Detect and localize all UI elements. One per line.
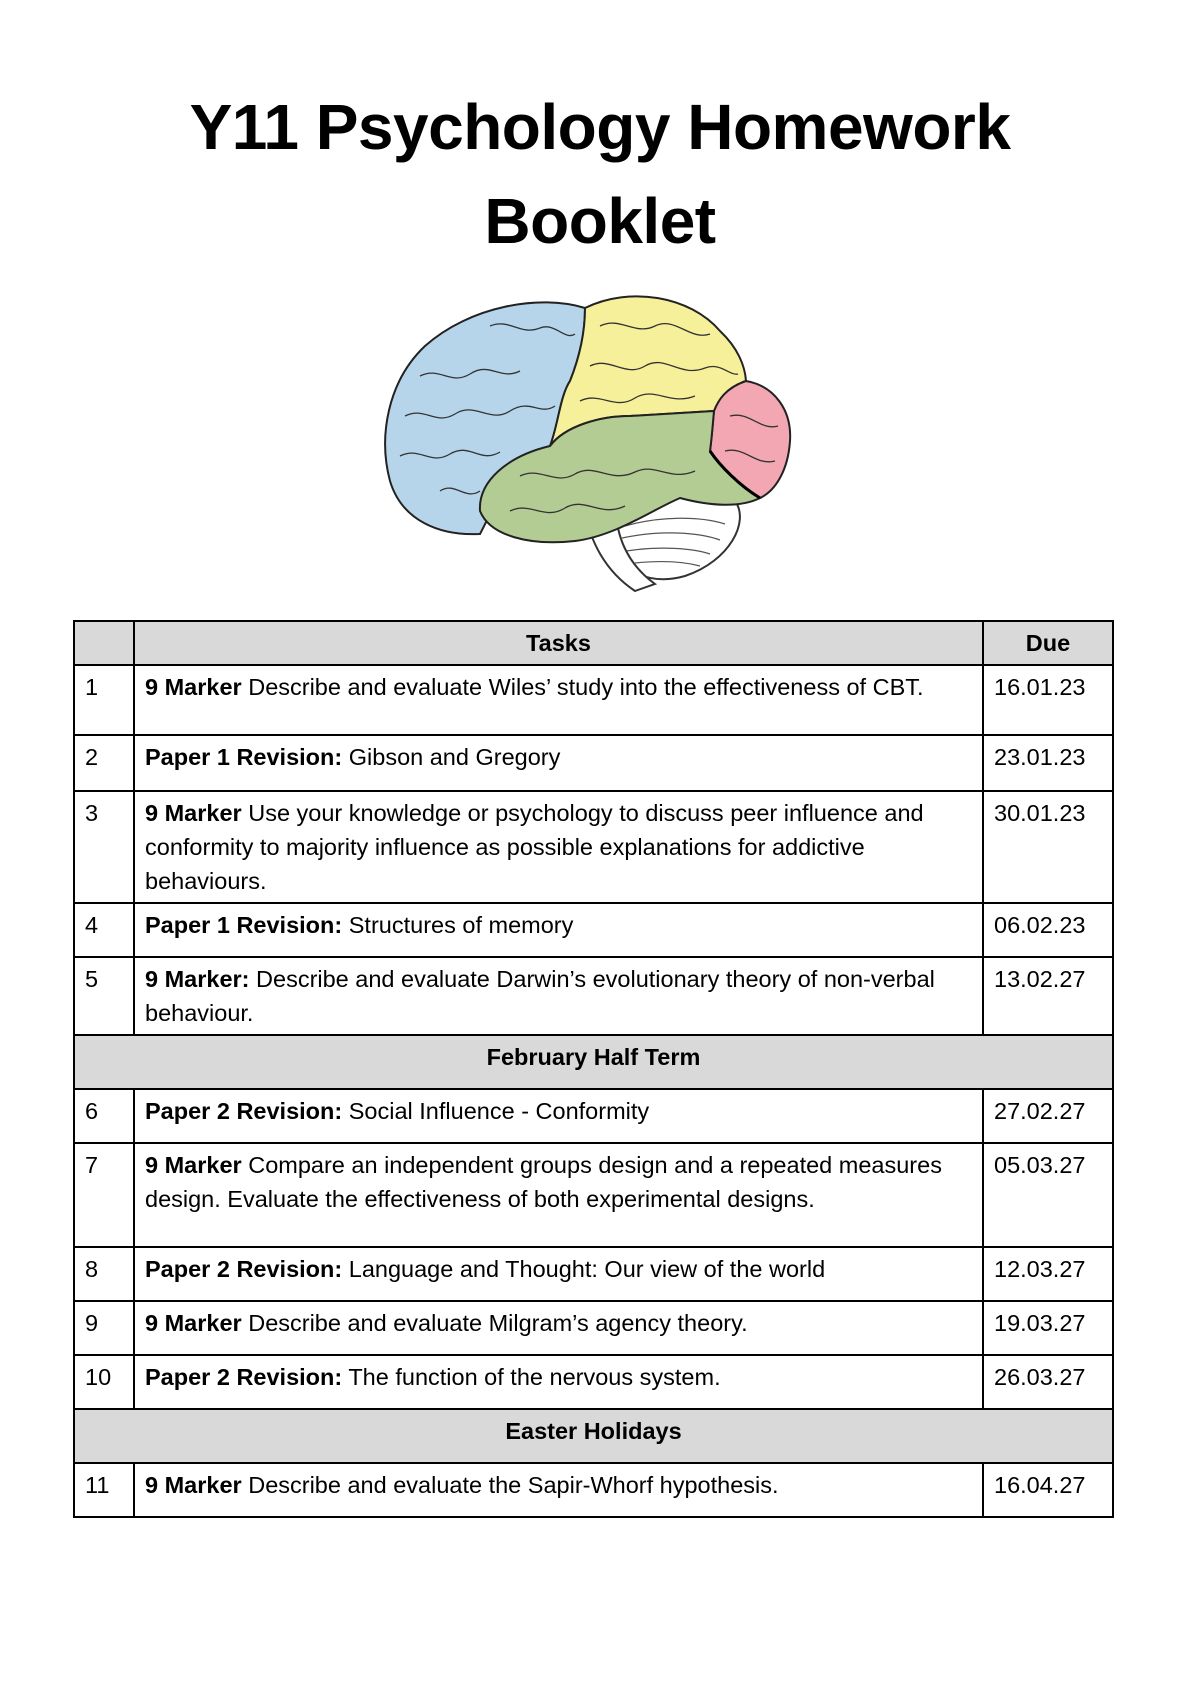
table-row: [74, 1247, 1113, 1301]
row-number: 6: [74, 1089, 134, 1143]
task-text: Describe and evaluate the Sapir-Whorf hypothesis.: [241, 1472, 779, 1498]
title-line-1: Y11 Psychology Homework: [189, 91, 1011, 163]
task-text: Describe and evaluate Milgram’s agency theory.: [241, 1310, 748, 1336]
row-due: 27.02.27: [983, 1089, 1113, 1143]
break-label: Easter Holidays: [74, 1409, 1113, 1463]
row-number: 5: [74, 957, 134, 1035]
task-label: Paper 2 Revision:: [145, 1098, 343, 1124]
row-task: [134, 1089, 983, 1143]
task-label: 9 Marker: [145, 674, 242, 700]
task-label: 9 Marker: [145, 1310, 242, 1336]
row-number: 8: [74, 1247, 134, 1301]
homework-table: [73, 620, 1114, 1518]
task-label: Paper 2 Revision:: [145, 1256, 343, 1282]
table-row: [74, 665, 1113, 735]
page-title: [0, 80, 1200, 268]
header-num: [74, 621, 134, 665]
task-text: Gibson and Gregory: [342, 744, 561, 770]
row-task: [134, 735, 983, 791]
task-label: 9 Marker:: [145, 966, 250, 992]
task-text: Describe and evaluate Darwin’s evolutionary theory of non-verbal behaviour.: [145, 966, 935, 1026]
row-task: [134, 665, 983, 735]
row-due: 13.02.27: [983, 957, 1113, 1035]
task-text: Structures of memory: [342, 912, 574, 938]
task-label: 9 Marker: [145, 1152, 242, 1178]
row-due: 16.01.23: [983, 665, 1113, 735]
table-row: [74, 1463, 1113, 1517]
task-label: Paper 1 Revision:: [145, 744, 343, 770]
row-task: [134, 1247, 983, 1301]
table-row: [74, 903, 1113, 957]
row-number: 11: [74, 1463, 134, 1517]
break-row-february: [74, 1035, 1113, 1089]
task-text: Social Influence - Conformity: [342, 1098, 650, 1124]
table-header-row: [74, 621, 1113, 665]
table-row: [74, 791, 1113, 903]
title-line-2: Booklet: [484, 185, 716, 257]
row-due: 23.01.23: [983, 735, 1113, 791]
row-due: 06.02.23: [983, 903, 1113, 957]
table-row: [74, 735, 1113, 791]
task-text: The function of the nervous system.: [342, 1364, 721, 1390]
row-number: 9: [74, 1301, 134, 1355]
row-due: 16.04.27: [983, 1463, 1113, 1517]
break-label: February Half Term: [74, 1035, 1113, 1089]
row-due: 05.03.27: [983, 1143, 1113, 1247]
task-label: 9 Marker: [145, 800, 242, 826]
row-task: [134, 1463, 983, 1517]
row-task: [134, 903, 983, 957]
row-due: 12.03.27: [983, 1247, 1113, 1301]
row-number: 4: [74, 903, 134, 957]
table-row: [74, 1143, 1113, 1247]
row-task: [134, 1143, 983, 1247]
table-row: [74, 1301, 1113, 1355]
task-text: Compare an independent groups design and a repeated measures design. Evaluate the effectiveness of both experimental designs.: [145, 1152, 942, 1212]
row-task: [134, 791, 983, 903]
row-number: 10: [74, 1355, 134, 1409]
header-tasks: Tasks: [134, 621, 983, 665]
table-row: [74, 957, 1113, 1035]
break-row-easter: [74, 1409, 1113, 1463]
table-row: [74, 1355, 1113, 1409]
task-label: Paper 1 Revision:: [145, 912, 343, 938]
row-number: 3: [74, 791, 134, 903]
header-due: Due: [983, 621, 1113, 665]
row-task: [134, 957, 983, 1035]
task-label: 9 Marker: [145, 1472, 242, 1498]
row-task: [134, 1355, 983, 1409]
row-due: 19.03.27: [983, 1301, 1113, 1355]
task-label: Paper 2 Revision:: [145, 1364, 343, 1390]
task-text: Describe and evaluate Wiles’ study into the effectiveness of CBT.: [241, 674, 924, 700]
row-due: 30.01.23: [983, 791, 1113, 903]
task-text: Language and Thought: Our view of the world: [342, 1256, 826, 1282]
task-text: Use your knowledge or psychology to discuss peer influence and conformity to majority influence as possible explanations for addictive behaviours.: [145, 800, 924, 894]
row-number: 1: [74, 665, 134, 735]
brain-lobes-illustration: [380, 286, 820, 596]
table-row: [74, 1089, 1113, 1143]
row-number: 2: [74, 735, 134, 791]
row-due: 26.03.27: [983, 1355, 1113, 1409]
row-task: [134, 1301, 983, 1355]
row-number: 7: [74, 1143, 134, 1247]
